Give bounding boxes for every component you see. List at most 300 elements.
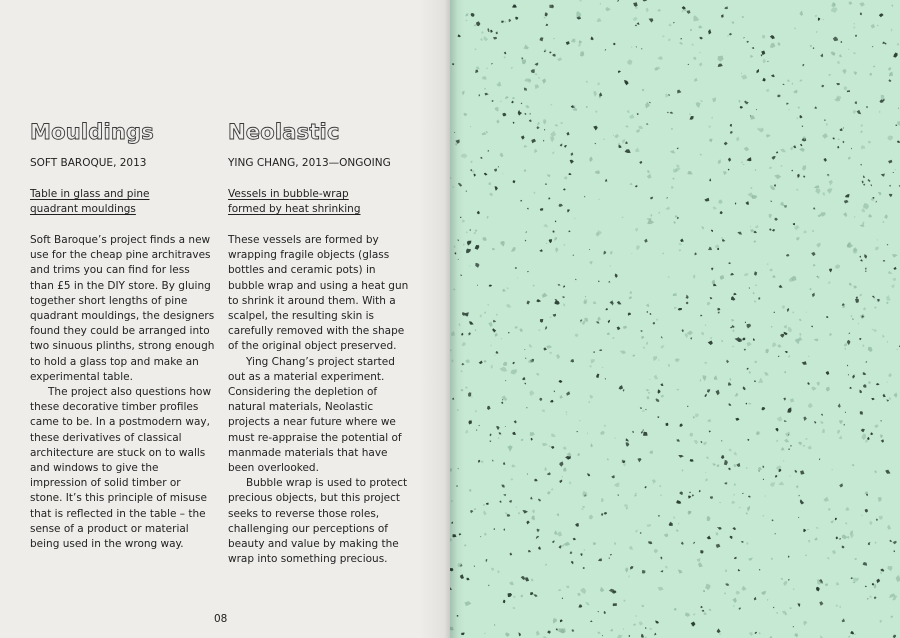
terrazzo-fleck-dark	[654, 633, 656, 636]
terrazzo-fleck-light	[873, 297, 876, 300]
terrazzo-fleck-dark	[491, 63, 493, 64]
terrazzo-fleck-dark	[736, 463, 740, 467]
terrazzo-fleck-dark	[740, 106, 743, 109]
terrazzo-fleck-dark	[842, 618, 845, 622]
terrazzo-fleck-light	[497, 571, 500, 574]
terrazzo-fleck-dark	[847, 340, 851, 345]
terrazzo-fleck-dark	[508, 332, 510, 334]
terrazzo-fleck-dark	[494, 625, 496, 626]
terrazzo-fleck-light	[731, 319, 734, 322]
terrazzo-fleck-light	[482, 76, 487, 80]
terrazzo-fleck-light	[668, 39, 671, 42]
terrazzo-fleck-light	[466, 359, 470, 363]
terrazzo-fleck-dark	[501, 21, 504, 23]
terrazzo-fleck-light	[888, 271, 893, 274]
terrazzo-fleck-dark	[744, 349, 746, 351]
terrazzo-fleck-light	[662, 35, 665, 37]
terrazzo-fleck-dark	[729, 33, 732, 36]
terrazzo-fleck-dark	[898, 108, 899, 109]
terrazzo-fleck-light	[746, 542, 748, 545]
terrazzo-fleck-dark	[763, 479, 764, 480]
terrazzo-fleck-light	[671, 186, 674, 189]
terrazzo-fleck-dark	[811, 326, 813, 328]
terrazzo-fleck-dark	[660, 383, 663, 386]
terrazzo-fleck-light	[873, 66, 875, 68]
terrazzo-fleck-dark	[461, 633, 464, 636]
article-subtitle	[30, 187, 216, 217]
terrazzo-fleck-dark	[537, 529, 540, 533]
terrazzo-fleck-light	[873, 329, 877, 332]
terrazzo-fleck-light	[679, 243, 683, 245]
terrazzo-fleck-light	[623, 628, 625, 629]
terrazzo-fleck-dark	[860, 256, 861, 258]
terrazzo-fleck-light	[632, 355, 635, 357]
terrazzo-fleck-light	[450, 627, 454, 631]
terrazzo-fleck-dark	[874, 597, 877, 600]
terrazzo-fleck-light	[698, 25, 702, 28]
terrazzo-fleck-light	[845, 348, 846, 350]
terrazzo-fleck-dark	[770, 35, 775, 39]
terrazzo-fleck-light	[450, 538, 452, 542]
terrazzo-fleck-dark	[866, 106, 868, 108]
terrazzo-fleck-light	[612, 337, 614, 339]
terrazzo-fleck-light	[506, 304, 512, 308]
terrazzo-fleck-dark	[478, 460, 480, 463]
terrazzo-fleck-light	[707, 419, 711, 422]
terrazzo-fleck-light	[566, 414, 568, 415]
terrazzo-fleck-light	[495, 107, 499, 112]
terrazzo-fleck-light	[610, 265, 611, 267]
terrazzo-fleck-dark	[492, 328, 496, 332]
terrazzo-fleck-light	[822, 192, 825, 196]
terrazzo-fleck-dark	[545, 12, 548, 16]
terrazzo-fleck-dark	[493, 320, 496, 322]
terrazzo-fleck-light	[808, 540, 811, 543]
terrazzo-fleck-dark	[690, 459, 694, 462]
terrazzo-fleck-light	[869, 521, 872, 525]
terrazzo-fleck-light	[647, 174, 652, 179]
terrazzo-fleck-light	[708, 125, 711, 128]
terrazzo-fleck-light	[629, 183, 632, 185]
terrazzo-fleck-light	[649, 451, 653, 454]
terrazzo-fleck-dark	[786, 254, 790, 257]
terrazzo-fleck-dark	[527, 474, 528, 475]
terrazzo-fleck-dark	[734, 293, 737, 296]
terrazzo-fleck-dark	[870, 184, 872, 186]
terrazzo-fleck-light	[860, 294, 862, 297]
terrazzo-fleck-light	[504, 56, 506, 58]
terrazzo-fleck-light	[647, 524, 652, 527]
terrazzo-fleck-dark	[559, 545, 562, 549]
terrazzo-fleck-dark	[539, 249, 542, 252]
terrazzo-fleck-light	[495, 333, 498, 337]
terrazzo-fleck-light	[714, 375, 718, 380]
terrazzo-fleck-dark	[598, 558, 602, 561]
terrazzo-fleck-dark	[484, 173, 488, 176]
terrazzo-fleck-dark	[747, 41, 750, 43]
terrazzo-fleck-dark	[640, 407, 642, 409]
terrazzo-fleck-dark	[604, 611, 606, 614]
terrazzo-fleck-dark	[531, 69, 535, 73]
terrazzo-fleck-light	[859, 2, 864, 6]
terrazzo-fleck-light	[633, 623, 636, 625]
terrazzo-fleck-light	[563, 446, 567, 449]
terrazzo-fleck-dark	[863, 372, 867, 375]
terrazzo-fleck-dark	[570, 552, 573, 555]
terrazzo-fleck-light	[672, 178, 674, 180]
terrazzo-fleck-dark	[679, 424, 682, 427]
terrazzo-fleck-light	[631, 47, 632, 48]
terrazzo-fleck-dark	[728, 382, 732, 386]
terrazzo-fleck-light	[536, 630, 540, 635]
terrazzo-fleck-light	[502, 173, 503, 174]
terrazzo-fleck-dark	[747, 368, 749, 370]
terrazzo-fleck-light	[569, 481, 572, 484]
terrazzo-fleck-dark	[593, 126, 598, 131]
terrazzo-fleck-dark	[861, 429, 865, 433]
terrazzo-fleck-dark	[556, 629, 558, 631]
terrazzo-fleck-light	[645, 102, 650, 109]
terrazzo-fleck-light	[636, 129, 640, 133]
terrazzo-fleck-dark	[855, 102, 857, 105]
terrazzo-fleck-light	[845, 507, 849, 511]
terrazzo-fleck-dark	[617, 0, 619, 2]
terrazzo-fleck-light	[739, 507, 740, 509]
terrazzo-fleck-dark	[543, 140, 544, 142]
terrazzo-fleck-dark	[865, 509, 868, 513]
terrazzo-fleck-light	[516, 506, 518, 508]
terrazzo-fleck-light	[661, 395, 664, 398]
terrazzo-fleck-dark	[502, 113, 506, 116]
terrazzo-fleck-dark	[585, 296, 586, 297]
terrazzo-fleck-light	[750, 187, 752, 189]
terrazzo-fleck-light	[744, 273, 748, 276]
terrazzo-fleck-dark	[844, 424, 845, 426]
terrazzo-fleck-dark	[730, 536, 733, 539]
terrazzo-fleck-dark	[458, 183, 462, 187]
terrazzo-fleck-light	[621, 216, 623, 218]
terrazzo-fleck-light	[825, 584, 828, 587]
terrazzo-fleck-light	[685, 612, 690, 617]
terrazzo-fleck-light	[705, 472, 706, 473]
terrazzo-fleck-light	[886, 295, 891, 301]
terrazzo-fleck-light	[707, 516, 711, 521]
terrazzo-fleck-light	[709, 609, 712, 611]
terrazzo-fleck-dark	[713, 284, 717, 287]
terrazzo-fleck-light	[771, 326, 773, 328]
terrazzo-fleck-light	[877, 25, 879, 27]
terrazzo-fleck-light	[750, 229, 755, 232]
terrazzo-fleck-light	[818, 213, 822, 217]
body-paragraph: Soft Baroque’s project finds a new use for the cheap pine architraves and trims you can find for less than £5 in the DIY store. By gluing together short lengths of pine quadrant mouldings, the designers found they could be arranged into two sinuous plinths, strong enough to hold a glass top and make an experimental table.	[30, 234, 215, 383]
terrazzo-fleck-dark	[587, 106, 588, 108]
terrazzo-fleck-light	[617, 635, 623, 638]
terrazzo-fleck-light	[603, 138, 605, 140]
terrazzo-fleck-light	[552, 151, 554, 154]
terrazzo-fleck-dark	[724, 460, 728, 465]
terrazzo-fleck-light	[580, 320, 582, 322]
terrazzo-fleck-dark	[522, 57, 524, 59]
terrazzo-fleck-dark	[538, 499, 541, 502]
terrazzo-fleck-light	[831, 469, 833, 470]
terrazzo-fleck-light	[887, 341, 889, 343]
terrazzo-fleck-dark	[797, 603, 800, 607]
terrazzo-fleck-dark	[729, 403, 732, 406]
terrazzo-fleck-light	[480, 314, 483, 317]
terrazzo-fleck-light	[510, 369, 517, 374]
terrazzo-fleck-light	[868, 214, 872, 218]
terrazzo-fleck-dark	[708, 247, 712, 251]
terrazzo-fleck-dark	[893, 541, 897, 545]
terrazzo-fleck-dark	[880, 569, 884, 572]
terrazzo-fleck-light	[748, 558, 753, 561]
terrazzo-fleck-light	[693, 57, 696, 60]
terrazzo-fleck-dark	[725, 482, 728, 484]
terrazzo-fleck-dark	[747, 157, 752, 161]
terrazzo-fleck-light	[701, 332, 704, 336]
terrazzo-fleck-light	[623, 463, 626, 466]
terrazzo-fleck-dark	[807, 382, 810, 385]
terrazzo-fleck-light	[802, 165, 806, 170]
terrazzo-fleck-light	[469, 489, 472, 492]
terrazzo-fleck-light	[705, 325, 707, 326]
terrazzo-fleck-light	[706, 457, 709, 460]
terrazzo-fleck-dark	[642, 429, 644, 430]
terrazzo-fleck-dark	[688, 496, 691, 499]
terrazzo-fleck-dark	[451, 522, 453, 524]
terrazzo-fleck-dark	[852, 374, 855, 378]
terrazzo-fleck-light	[464, 601, 471, 606]
terrazzo-fleck-dark	[859, 338, 861, 340]
terrazzo-fleck-light	[475, 410, 477, 412]
terrazzo-fleck-dark	[799, 495, 800, 497]
terrazzo-fleck-light	[700, 100, 703, 102]
terrazzo-fleck-light	[623, 326, 627, 329]
terrazzo-fleck-dark	[871, 432, 874, 435]
terrazzo-fleck-dark	[524, 349, 525, 350]
terrazzo-fleck-light	[844, 86, 848, 90]
terrazzo-fleck-light	[461, 389, 464, 391]
terrazzo-fleck-dark	[838, 403, 841, 408]
terrazzo-fleck-light	[889, 72, 893, 76]
terrazzo-fleck-dark	[867, 437, 870, 441]
terrazzo-fleck-light	[709, 139, 713, 143]
terrazzo-fleck-light	[837, 430, 840, 434]
terrazzo-fleck-dark	[615, 274, 618, 279]
article-neolastic	[228, 118, 414, 567]
terrazzo-fleck-light	[687, 331, 694, 336]
terrazzo-fleck-light	[718, 159, 721, 164]
terrazzo-fleck-dark	[470, 169, 472, 171]
terrazzo-fleck-light	[491, 364, 493, 369]
terrazzo-fleck-dark	[533, 594, 538, 597]
terrazzo-fleck-light	[703, 442, 707, 445]
terrazzo-fleck-dark	[865, 586, 867, 587]
terrazzo-fleck-light	[463, 244, 465, 246]
terrazzo-fleck-light	[717, 464, 719, 467]
terrazzo-fleck-light	[629, 546, 633, 550]
terrazzo-fleck-dark	[689, 492, 691, 494]
terrazzo-fleck-light	[808, 356, 810, 357]
terrazzo-fleck-dark	[613, 43, 616, 46]
terrazzo-fleck-dark	[530, 113, 531, 115]
terrazzo-fleck-dark	[601, 513, 603, 515]
terrazzo-fleck-light	[874, 424, 878, 427]
terrazzo-fleck-light	[549, 352, 552, 354]
terrazzo-fleck-dark	[531, 438, 533, 441]
terrazzo-fleck-dark	[578, 604, 582, 607]
terrazzo-fleck-dark	[596, 321, 600, 323]
terrazzo-fleck-dark	[772, 519, 774, 521]
terrazzo-fleck-dark	[504, 52, 507, 55]
terrazzo-fleck-light	[548, 446, 550, 447]
terrazzo-fleck-dark	[584, 196, 585, 198]
terrazzo-fleck-light	[812, 230, 814, 233]
terrazzo-fleck-light	[748, 403, 752, 405]
terrazzo-fleck-dark	[890, 540, 893, 542]
terrazzo-fleck-light	[854, 634, 856, 636]
terrazzo-fleck-light	[731, 21, 734, 24]
terrazzo-fleck-light	[832, 550, 836, 555]
terrazzo-fleck-light	[803, 230, 806, 233]
terrazzo-fleck-light	[780, 149, 786, 152]
terrazzo-fleck-light	[464, 544, 467, 547]
terrazzo-fleck-dark	[645, 486, 647, 488]
terrazzo-fleck-dark	[746, 403, 748, 405]
terrazzo-fleck-light	[567, 452, 572, 456]
terrazzo-fleck-light	[581, 508, 584, 510]
terrazzo-fleck-dark	[754, 380, 756, 382]
terrazzo-fleck-light	[823, 497, 829, 502]
terrazzo-fleck-dark	[668, 94, 670, 95]
terrazzo-fleck-light	[673, 221, 676, 224]
terrazzo-fleck-dark	[726, 360, 729, 364]
terrazzo-fleck-light	[459, 323, 461, 326]
terrazzo-fleck-light	[797, 117, 799, 119]
terrazzo-fleck-light	[503, 362, 507, 366]
terrazzo-fleck-light	[893, 392, 897, 397]
terrazzo-fleck-light	[582, 506, 585, 508]
terrazzo-fleck-dark	[718, 64, 723, 68]
terrazzo-fleck-dark	[547, 631, 551, 634]
terrazzo-fleck-light	[896, 349, 898, 350]
terrazzo-fleck-light	[676, 529, 679, 531]
terrazzo-fleck-dark	[632, 431, 634, 433]
terrazzo-fleck-light	[772, 342, 776, 347]
terrazzo-fleck-light	[718, 56, 724, 62]
terrazzo-fleck-dark	[848, 374, 849, 375]
terrazzo-fleck-dark	[545, 183, 547, 185]
terrazzo-fleck-light	[771, 557, 773, 559]
terrazzo-fleck-dark	[702, 610, 705, 612]
terrazzo-fleck-light	[575, 334, 579, 337]
terrazzo-fleck-light	[553, 38, 555, 40]
terrazzo-fleck-dark	[860, 164, 862, 166]
terrazzo-fleck-dark	[700, 550, 703, 554]
terrazzo-fleck-dark	[512, 362, 515, 365]
terrazzo-fleck-light	[796, 237, 800, 241]
terrazzo-fleck-light	[700, 154, 702, 156]
terrazzo-fleck-light	[582, 321, 585, 325]
terrazzo-fleck-light	[888, 67, 891, 71]
terrazzo-fleck-dark	[617, 327, 621, 331]
terrazzo-fleck-dark	[618, 494, 620, 496]
terrazzo-fleck-dark	[580, 553, 582, 556]
terrazzo-fleck-light	[792, 312, 794, 314]
terrazzo-fleck-light	[580, 51, 584, 56]
terrazzo-fleck-dark	[494, 528, 496, 530]
terrazzo-fleck-light	[658, 359, 659, 361]
terrazzo-fleck-dark	[605, 49, 606, 51]
terrazzo-fleck-dark	[536, 536, 539, 539]
terrazzo-fleck-dark	[644, 239, 648, 243]
terrazzo-fleck-light	[593, 301, 597, 304]
terrazzo-fleck-dark	[752, 47, 755, 49]
terrazzo-fleck-dark	[880, 420, 881, 421]
terrazzo-fleck-light	[624, 504, 628, 507]
terrazzo-fleck-light	[532, 510, 535, 514]
terrazzo-fleck-light	[875, 247, 879, 251]
terrazzo-fleck-light	[839, 54, 842, 57]
terrazzo-fleck-light	[555, 247, 558, 253]
terrazzo-fleck-light	[623, 600, 625, 602]
terrazzo-fleck-dark	[819, 601, 823, 606]
terrazzo-fleck-dark	[488, 585, 489, 587]
terrazzo-fleck-light	[622, 139, 625, 144]
terrazzo-fleck-dark	[563, 286, 565, 288]
terrazzo-fleck-dark	[566, 132, 569, 136]
terrazzo-fleck-dark	[477, 211, 480, 214]
terrazzo-fleck-light	[789, 109, 790, 111]
terrazzo-fleck-dark	[718, 311, 720, 313]
terrazzo-fleck-light	[654, 375, 658, 380]
terrazzo-fleck-light	[727, 35, 729, 37]
terrazzo-fleck-light	[729, 449, 733, 452]
terrazzo-fleck-light	[521, 595, 524, 598]
article-byline: YING CHANG, 2013—ONGOING	[228, 157, 391, 169]
terrazzo-fleck-dark	[587, 473, 590, 476]
terrazzo-fleck-light	[484, 36, 489, 41]
terrazzo-fleck-dark	[630, 566, 633, 570]
terrazzo-fleck-light	[453, 288, 456, 290]
terrazzo-fleck-light	[566, 586, 569, 589]
terrazzo-fleck-dark	[803, 417, 807, 422]
terrazzo-fleck-dark	[735, 418, 739, 421]
terrazzo-fleck-light	[475, 329, 477, 331]
terrazzo-fleck-dark	[553, 231, 555, 233]
terrazzo-fleck-dark	[466, 578, 469, 581]
article-subtitle-line: formed by heat shrinking	[228, 203, 361, 215]
terrazzo-fleck-dark	[680, 239, 684, 243]
terrazzo-fleck-light	[529, 344, 533, 348]
terrazzo-fleck-light	[450, 177, 452, 180]
terrazzo-fleck-dark	[747, 324, 752, 329]
terrazzo-fleck-dark	[469, 321, 474, 325]
terrazzo-fleck-light	[596, 110, 598, 113]
terrazzo-fleck-dark	[843, 128, 844, 129]
terrazzo-fleck-dark	[515, 17, 518, 20]
terrazzo-fleck-dark	[717, 628, 721, 633]
terrazzo-fleck-dark	[460, 275, 462, 277]
terrazzo-fleck-dark	[673, 22, 675, 24]
terrazzo-fleck-light	[606, 7, 611, 11]
terrazzo-fleck-dark	[728, 468, 730, 471]
terrazzo-fleck-dark	[457, 615, 459, 617]
terrazzo-fleck-light	[698, 562, 703, 567]
terrazzo-fleck-light	[839, 420, 843, 424]
terrazzo-fleck-light	[561, 122, 563, 124]
terrazzo-fleck-light	[452, 186, 454, 188]
